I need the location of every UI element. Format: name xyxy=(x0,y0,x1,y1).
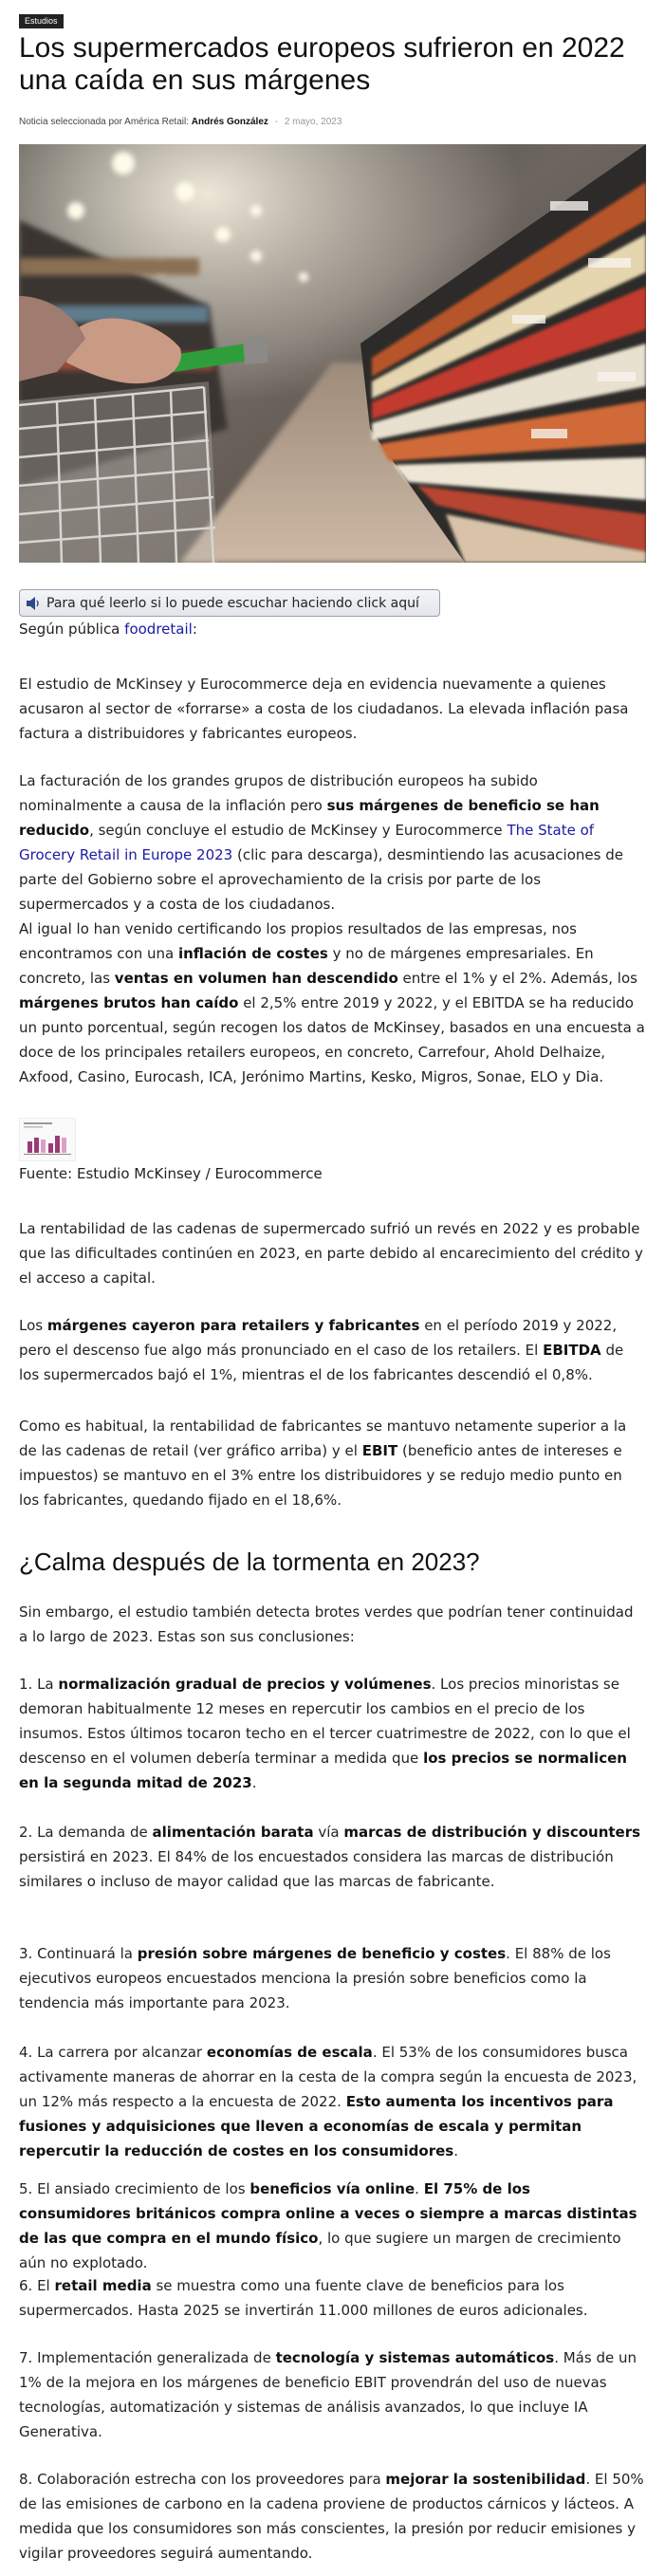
listen-button-label: Para qué leerlo si lo puede escuchar haciendo click aquí xyxy=(46,595,419,611)
paragraph-profitability: La rentabilidad de las cadenas de supermercado sufrió un revés en 2022 y es probable que las dificultades continúen en 2023, en parte debido al encarecimiento del crédito y el acceso a capital. xyxy=(19,1220,643,1287)
conclusion-8: 8. Colaboración estrecha con los proveedores para mejorar la sostenibilidad. El 50% de las emisiones de carbono en la cadena proviene de productos cárnicos y lácteos. A medida que los consumidores son más conscientes, la presión por reducir emisiones y vigilar proveedores seguirá aumentando. xyxy=(19,2471,644,2562)
section-heading: ¿Calma después de la tormenta en 2023? xyxy=(19,1547,480,1576)
paragraph-intro: El estudio de McKinsey y Eurocommerce deja en evidencia nuevamente a quienes acusaron al sector de «forrarse» a costa de los ciudadanos. La elevada inflación pasa factura a distribuidores y fabricantes europeos. xyxy=(19,676,629,742)
conclusion-3: 3. Continuará la presión sobre márgenes de beneficio y costes. El 88% de los ejecutivos europeos encuestados menciona la presión sobre beneficios como la tendencia más importante para 2023. xyxy=(19,1945,611,2011)
speaker-icon xyxy=(26,597,41,610)
meta-separator: - xyxy=(274,117,279,127)
paragraph-margins: Los márgenes cayeron para retailers y fabricantes en el período 2019 y 2022, pero el descenso fue algo más pronunciado en el caso de los retailers. El EBITDA de los supermercados bajó el 1%, mientras el de los fabricantes descendió el 0,8%. xyxy=(19,1317,624,1383)
conclusion-5: 5. El ansiado crecimiento de los beneficios vía online. El 75% de los consumidores británicos compra online a veces o siempre a marcas distintas de las que compra en el mundo físico, lo que sugiere un margen de crecimiento aún no explotado. xyxy=(19,2180,637,2271)
conclusion-4: 4. La carrera por alcanzar economías de escala. El 53% de los consumidores busca activamente maneras de ahorrar en la cesta de la compra según la encuesta de 2023, un 12% más respecto a la encuesta de 2022. Esto aumenta los incentivos para fusiones y adquisiciones que lleven a economías de escala y permitan repercutir la reducción de costes en los consumidores. xyxy=(19,2044,637,2159)
category-badge[interactable]: Estudios xyxy=(19,14,64,28)
paragraph-revenue: La facturación de los grandes grupos de distribución europeos ha subido nominalmente a causa de la inflación pero sus márgenes de beneficio se han reducido, según concluye el estudio de McKinsey y Eurocommerce The State of Grocery Retail in Europe 2023 (clic para descarga), desmintiendo las acusaciones de parte del Gobierno sobre el aprovechamiento de la crisis por parte de los supermercados y a costa de los ciudadanos. xyxy=(19,772,623,913)
source-link[interactable]: foodretail xyxy=(124,621,193,638)
conclusion-1: 1. La normalización gradual de precios y volúmenes. Los precios minoristas se demoran habitualmente 12 meses en repercutir los cambios en el precio de los insumos. Estos últimos tocaron techo en el tercer cuatrimestre de 2022, con lo que el descenso en el volumen debería terminar a medida que los precios se normalicen en la segunda mitad de 2023. xyxy=(19,1676,631,1791)
source-line: Según pública foodretail: xyxy=(19,621,197,638)
image-caption: Fuente: Estudio McKinsey / Eurocommerce xyxy=(19,1165,323,1182)
report-download-link[interactable]: The State of Grocery Retail in Europe 2023 xyxy=(19,822,595,863)
hero-image xyxy=(19,144,646,563)
meta-prefix: Noticia seleccionada por América Retail: xyxy=(19,117,189,127)
paragraph-ebit: Como es habitual, la rentabilidad de fabricantes se mantuvo netamente superior a la de las cadenas de retail (ver gráfico arriba) y el EBIT (beneficio antes de intereses e impuestos) se mantuvo en el 3% entre los distribuidores y se redujo medio punto en los fabricantes, quedando fijado en el 18,6%. xyxy=(19,1418,627,1509)
author-link[interactable]: Andrés González xyxy=(191,117,268,127)
publish-date: 2 mayo, 2023 xyxy=(284,117,342,127)
article-meta xyxy=(19,116,342,129)
supermarket-photo xyxy=(19,144,646,563)
chart-thumbnail[interactable] xyxy=(19,1118,76,1161)
conclusions-intro: Sin embargo, el estudio también detecta brotes verdes que podrían tener continuidad a lo largo de 2023. Estas son sus conclusiones: xyxy=(19,1603,634,1645)
article-title: Los supermercados europeos sufrieron en 2022 una caída en sus márgenes xyxy=(19,32,625,96)
listen-button[interactable] xyxy=(19,589,440,617)
conclusion-2: 2. La demanda de alimentación barata vía marcas de distribución y discounters persistirá en 2023. El 84% de los encuestados considera las marcas de distribución similares o incluso de mayor calidad que las marcas de fabricante. xyxy=(19,1824,641,1890)
conclusion-6: 6. El retail media se muestra como una fuente clave de beneficios para los supermercados. Hasta 2025 se invertirán 11.000 millones de euros adicionales. xyxy=(19,2277,588,2319)
chart-thumbnail-image xyxy=(20,1119,75,1160)
paragraph-costs: Al igual lo han venido certificando los propios resultados de las empresas, nos encontramos con una inflación de costes y no de márgenes empresariales. En concreto, las ventas en volumen han descendido entre el 1% y el 2%. Además, los márgenes brutos han caído el 2,5% entre 2019 y 2022, y el EBITDA se ha reducido un punto porcentual, según recogen los datos de McKinsey, basados en una encuesta a doce de los principales retailers europeos, en concreto, Carrefour, Ahold Delhaize, Axfood, Casino, Eurocash, ICA, Jerónimo Martins, Kesko, Migros, Sonae, ELO y Dia. xyxy=(19,920,645,1085)
conclusion-7: 7. Implementación generalizada de tecnología y sistemas automáticos. Más de un 1% de la mejora en los márgenes de beneficio EBIT provendrán del uso de nuevas tecnologías, automatización y sistemas de análisis avanzados, lo que incluye IA Generativa. xyxy=(19,2349,637,2440)
